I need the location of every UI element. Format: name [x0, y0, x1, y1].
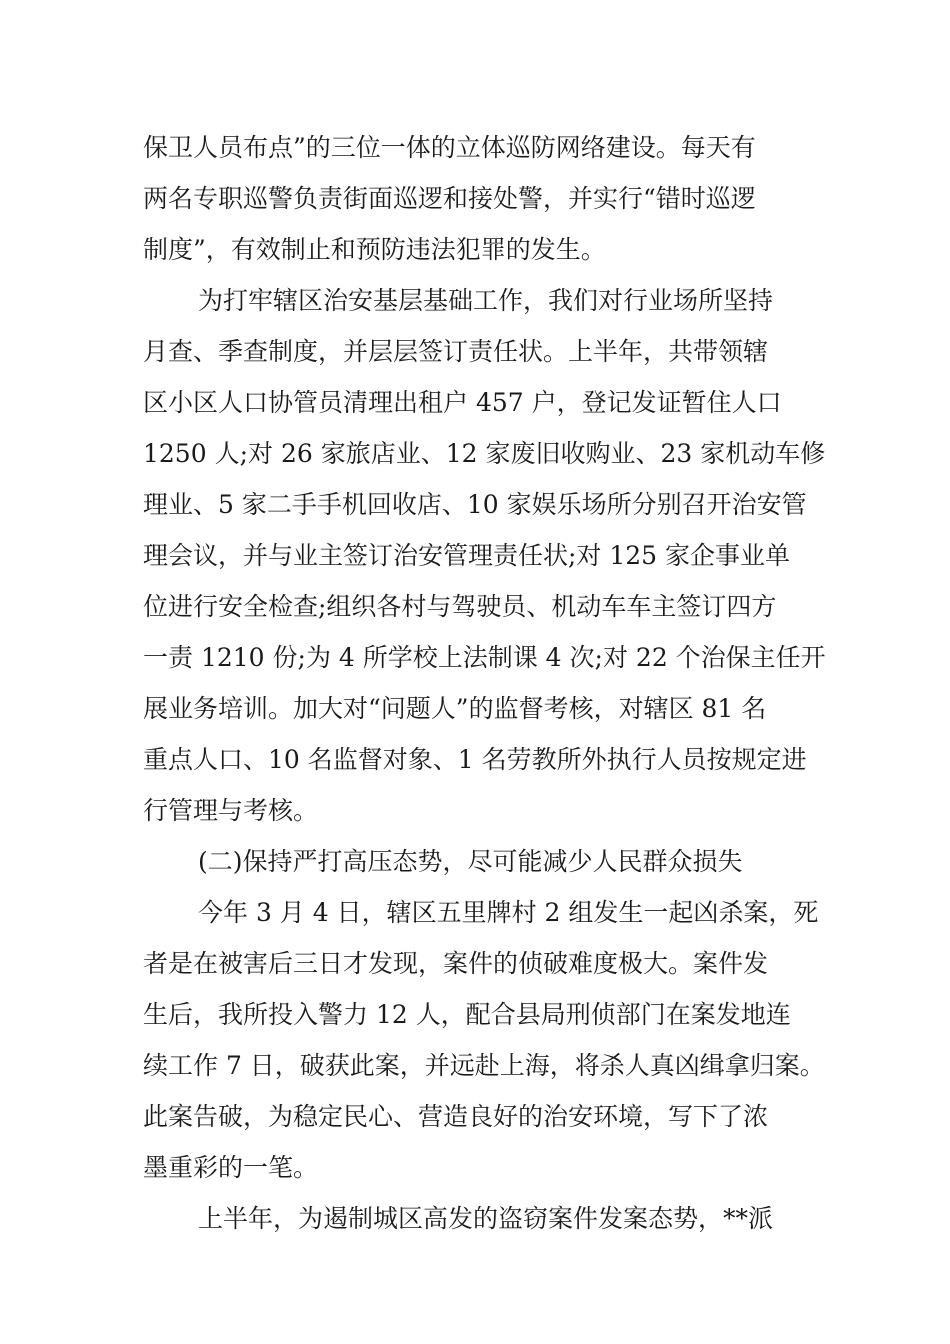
- text-line: 1250 人;对 26 家旅店业、12 家废旧收购业、23 家机动车修: [143, 439, 826, 468]
- text-line: 保卫人员布点”的三位一体的立体巡防网络建设。每天有: [143, 133, 756, 162]
- text-line: 续工作 7 日，破获此案，并远赴上海，将杀人真凶缉拿归案。: [143, 1051, 825, 1080]
- text-line: 生后，我所投入警力 12 人，配合县局刑侦部门在案发地连: [143, 1000, 791, 1029]
- text-line: 理会议，并与业主签订治安管理责任状;对 125 家企事业单: [143, 541, 791, 570]
- text-line: 上半年，为遏制城区高发的盗窃案件发案态势，**派: [198, 1204, 774, 1233]
- text-line: 理业、5 家二手手机回收店、10 家娱乐场所分别召开治安管: [143, 490, 807, 519]
- text-line: 制度”，有效制止和预防违法犯罪的发生。: [143, 235, 606, 264]
- text-line: 者是在被害后三日才发现，案件的侦破难度极大。案件发: [143, 949, 769, 978]
- text-line: 一责 1210 份;为 4 所学校上法制课 4 次;对 22 个治保主任开: [143, 643, 826, 672]
- text-line: 两名专职巡警负责街面巡逻和接处警，并实行“错时巡逻: [143, 184, 756, 213]
- text-line: 展业务培训。加大对“问题人”的监督考核，对辖区 81 名: [143, 694, 767, 723]
- text-line: 区小区人口协管员清理出租户 457 户，登记发证暂住人口: [143, 388, 782, 417]
- text-line: 墨重彩的一笔。: [143, 1153, 319, 1182]
- text-line: 行管理与考核。: [143, 796, 319, 825]
- section-heading: (二)保持严打高压态势，尽可能减少人民群众损失: [198, 847, 743, 876]
- text-line: 重点人口、10 名监督对象、1 名劳教所外执行人员按规定进: [143, 745, 807, 774]
- text-line: 位进行安全检查;组织各村与驾驶员、机动车车主签订四方: [143, 592, 777, 621]
- text-line: 月查、季查制度，并层层签订责任状。上半年，共带领辖: [143, 337, 769, 366]
- text-line: 此案告破，为稳定民心、营造良好的治安环境，写下了浓: [143, 1102, 769, 1131]
- text-line: 为打牢辖区治安基层基础工作，我们对行业场所坚持: [198, 286, 774, 315]
- text-line: 今年 3 月 4 日，辖区五里牌村 2 组发生一起凶杀案，死: [198, 898, 819, 927]
